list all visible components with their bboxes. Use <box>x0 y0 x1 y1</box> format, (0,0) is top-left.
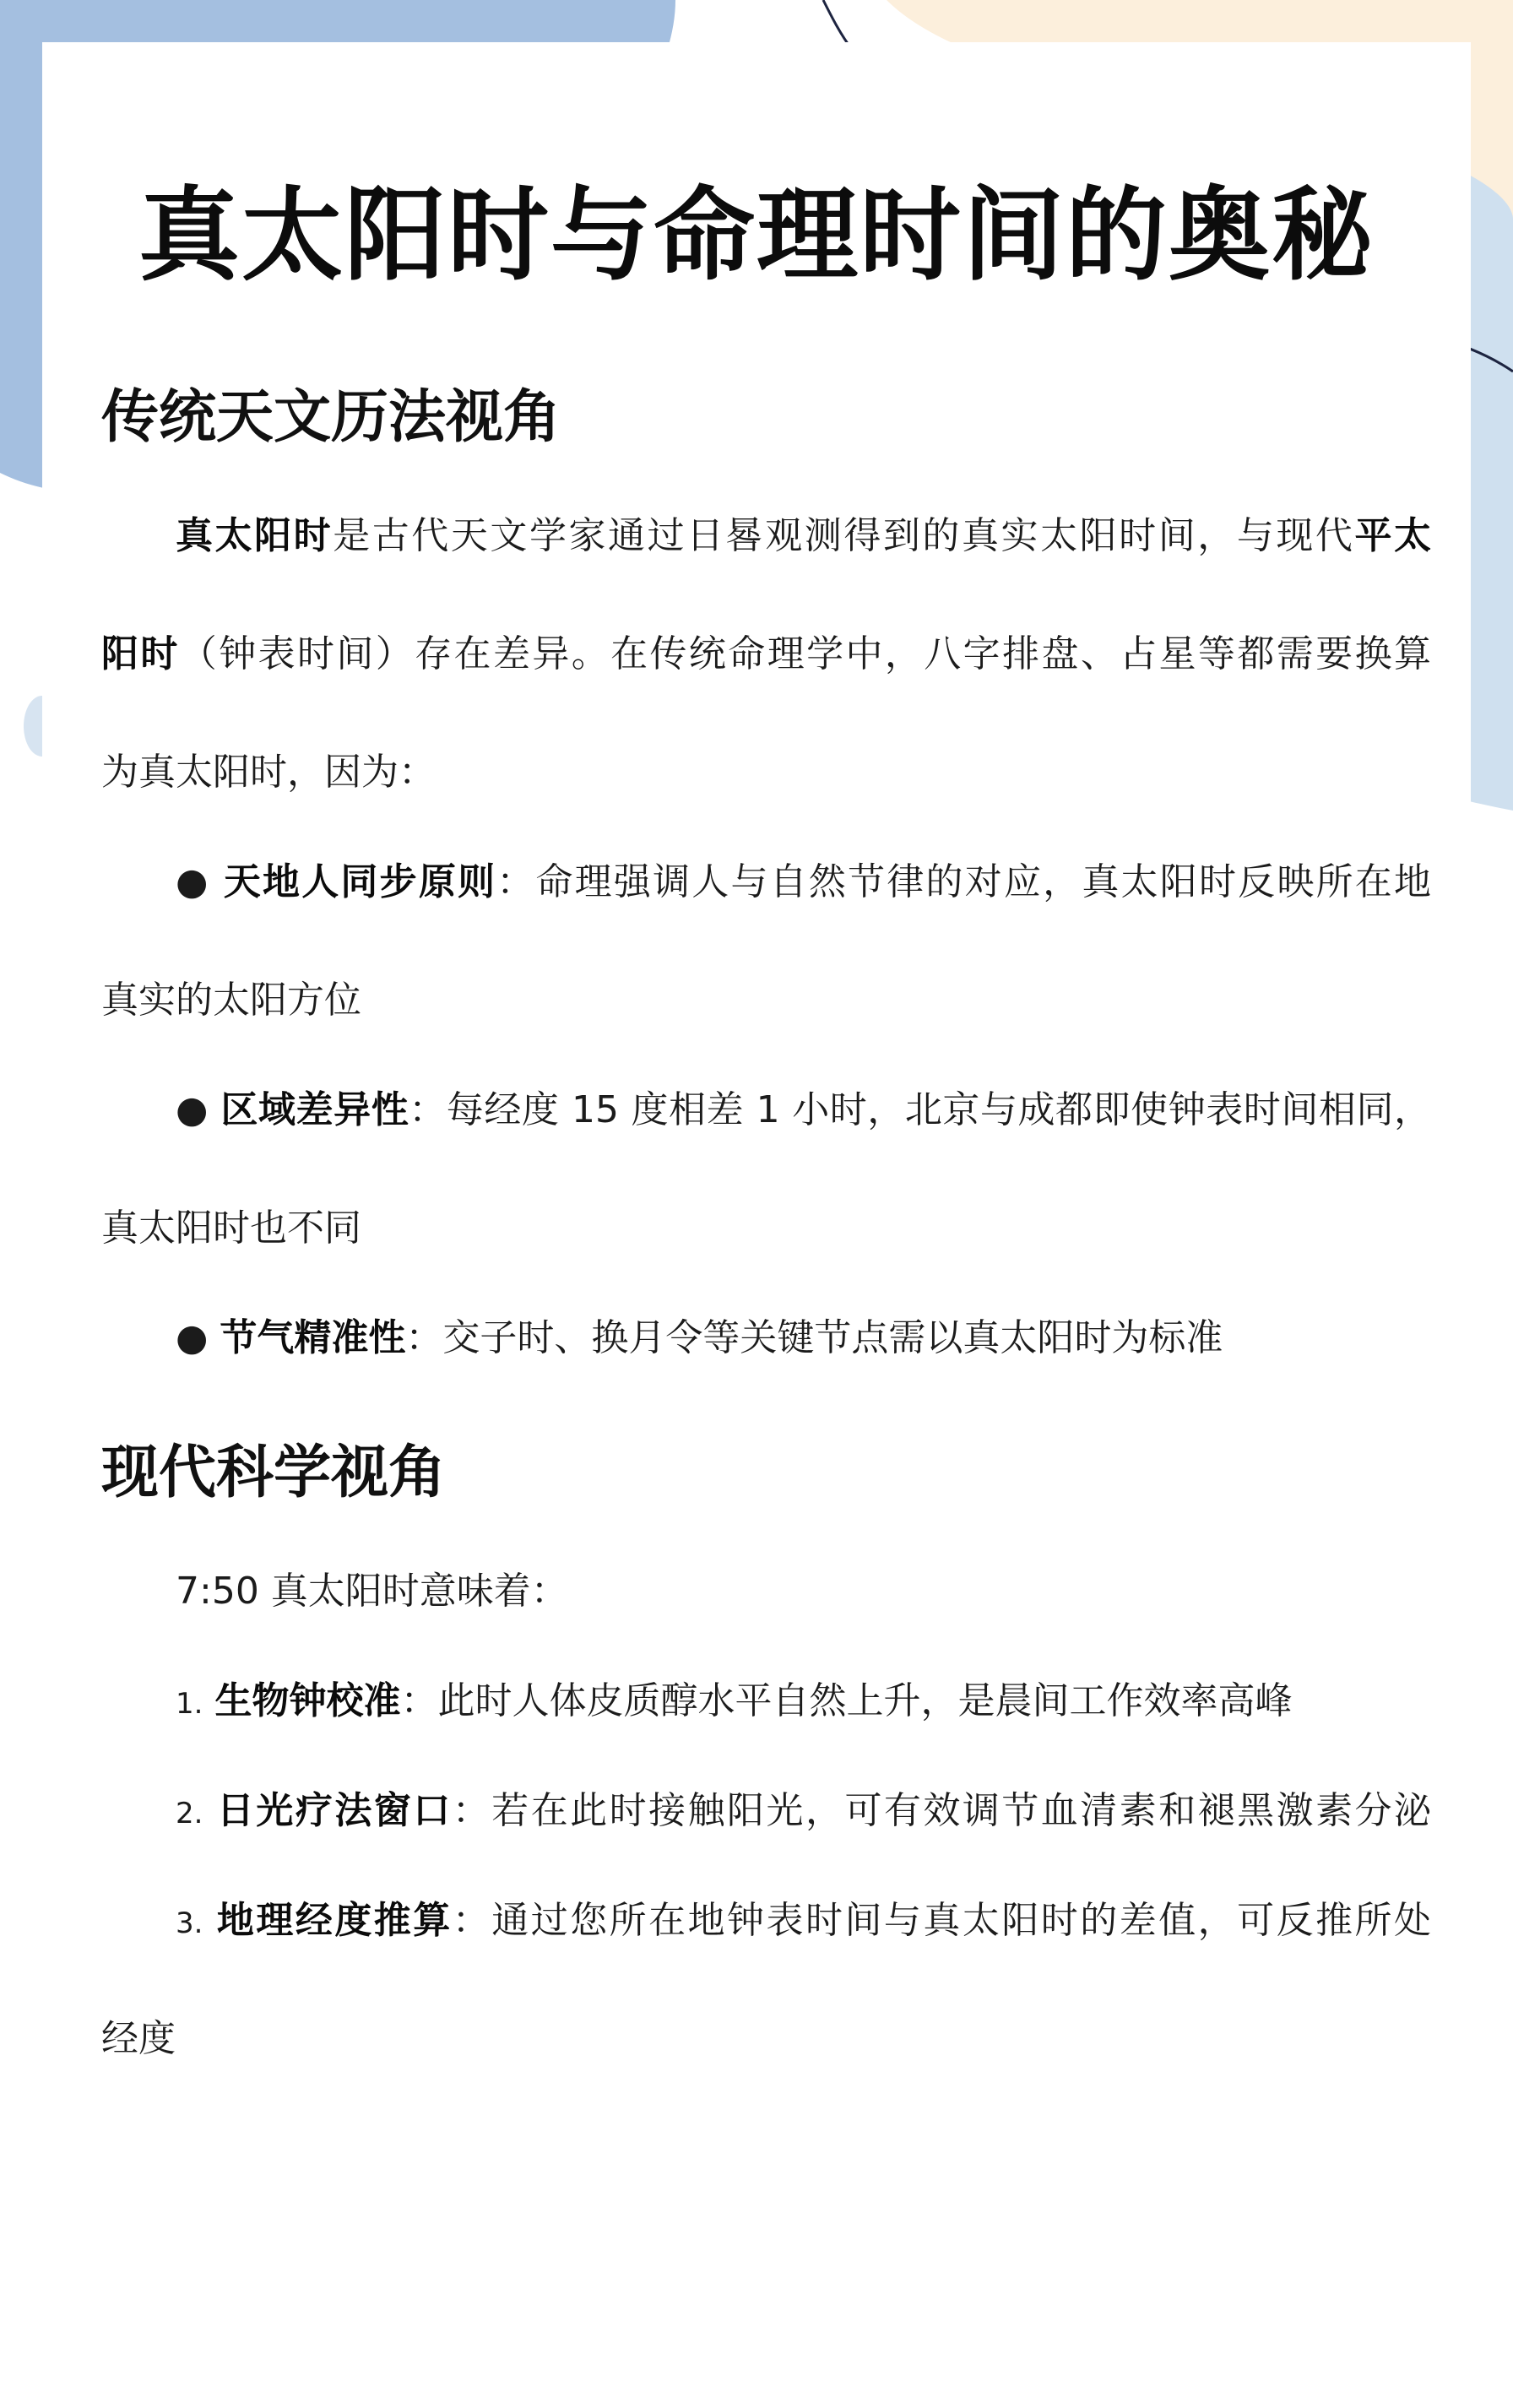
section-heading-modern: 现代科学视角 <box>101 1440 447 1506</box>
intro-text-1: 是古代天文学家通过日晷观测得到的真实太阳时间，与现代 <box>333 514 1355 557</box>
list-number: 1. <box>176 1687 203 1721</box>
bullet-label: 区域差异性 <box>220 1088 409 1131</box>
list-item-longitude <box>176 1895 1431 1949</box>
list-item-label: 生物钟校准 <box>214 1679 401 1722</box>
list-item-text: ：通过您所在地钟表时间与真太阳时的差值，可反推所处 <box>452 1899 1432 1942</box>
content-card <box>42 42 1471 2408</box>
list-number: 2. <box>176 1797 203 1830</box>
section-heading-traditional: 传统天文历法视角 <box>101 384 561 451</box>
bullet-text-continued: 真实的太阳方位 <box>101 979 361 1022</box>
intro-line-3: 为真太阳时，因为： <box>101 751 436 794</box>
intro-line-2 <box>101 629 1431 680</box>
bullet-item-sync <box>176 857 1431 908</box>
list-number: 3. <box>176 1906 203 1940</box>
list-item-text: ：若在此时接触阳光，可有效调节血清素和褪黑激素分泌 <box>452 1789 1432 1832</box>
list-item-label: 日光疗法窗口 <box>216 1789 453 1832</box>
intro-line-1 <box>176 511 1431 561</box>
bullet-dot-icon: ● <box>176 1316 209 1359</box>
bullet-text: ：命理强调人与自然节律的对应，真太阳时反映所在地 <box>496 860 1432 903</box>
bullet-item-region <box>176 1085 1431 1136</box>
modern-intro: 7:50 真太阳时意味着： <box>176 1570 568 1613</box>
page-title: 真太阳时与命理时间的奥秘 <box>138 177 1375 295</box>
list-item-label: 地理经度推算 <box>216 1899 453 1942</box>
intro-text-2: （钟表时间）存在差异。在传统命理学中，八字排盘、占星等都需要换算 <box>179 632 1432 675</box>
list-item-text: ：此时人体皮质醇水平自然上升，是晨间工作效率高峰 <box>400 1679 1293 1722</box>
bullet-text-continued: 真太阳时也不同 <box>101 1207 361 1250</box>
bullet-text: ：交子时、换月令等关键节点需以真太阳时为标准 <box>405 1316 1223 1359</box>
bullet-dot-icon: ● <box>176 860 210 903</box>
bullet-label: 节气精准性 <box>220 1316 406 1359</box>
bullet-text: ：每经度 15 度相差 1 小时，北京与成都即使钟表时间相同， <box>409 1088 1431 1131</box>
bullet-dot-icon: ● <box>176 1088 209 1131</box>
term-mean-solar-time-part1: 平太 <box>1354 514 1432 557</box>
term-mean-solar-time-part2: 阳时 <box>101 632 180 675</box>
list-item-text-continued: 经度 <box>101 2017 176 2060</box>
list-item-bio-clock <box>176 1676 1292 1729</box>
bullet-item-solar-terms <box>176 1313 1223 1364</box>
bullet-label: 天地人同步原则 <box>223 860 497 903</box>
list-item-light-therapy <box>176 1786 1431 1839</box>
term-true-solar-time: 真太阳时 <box>176 514 334 557</box>
